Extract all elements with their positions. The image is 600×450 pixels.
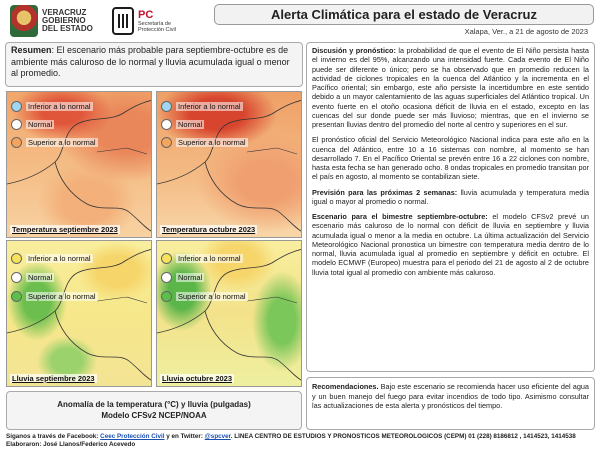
- footer-credits: Elaboraron: José Llanos/Federico Acevedo: [6, 441, 136, 448]
- map-rain-september: [6, 240, 152, 387]
- page-title: Alerta Climática para el estado de Veracruz: [214, 4, 594, 25]
- map-label: Lluvia septiembre 2023: [12, 374, 95, 383]
- maps-caption: [6, 391, 302, 430]
- facebook-link[interactable]: Ceec Protección Civil: [100, 433, 165, 440]
- resumen-label: Resumen: [11, 45, 52, 55]
- legend-item: Superior a lo normal: [161, 134, 248, 151]
- legend-swatch: [11, 253, 22, 264]
- map-rain-october: [156, 240, 302, 387]
- pc-logo-letters: PC: [138, 8, 154, 21]
- map-temperature-october: [156, 91, 302, 238]
- legend-item: Normal: [161, 116, 248, 133]
- map-label: Temperatura octubre 2023: [162, 225, 256, 234]
- legend-item: Inferior a lo normal: [11, 249, 98, 267]
- legend-swatch: [11, 291, 22, 302]
- legend-swatch: [161, 291, 172, 302]
- legend-swatch: [11, 119, 22, 130]
- legend-swatch: [11, 101, 22, 112]
- map-legend: [11, 249, 98, 306]
- twitter-link[interactable]: @spcver: [204, 433, 231, 440]
- legend-item: Superior a lo normal: [11, 287, 98, 305]
- footer-line-1: Síganos a través de Facebook: Ceec Protección Civil y en Twitter: @spcver. LÍNEA CENTRO DE ESTUDIOS Y PRONÓSTICOS METEOROLÓGICOS (CEPM) 01 (228) 8186812 , 1414523, 1414538: [6, 433, 576, 440]
- legend-swatch: [161, 119, 172, 130]
- map-legend: [161, 98, 248, 152]
- legend-item: Normal: [161, 268, 248, 286]
- resumen-text: : El escenario más probable para septiembre-octubre es de ambiente más caluroso de lo normal y lluvia acumulada igual o menor al promedio.: [11, 45, 290, 78]
- footer: [6, 433, 596, 449]
- discussion-paragraph: Discusión y pronóstico: la probabilidad de que el evento de El Niño persista hasta el invierno es del 95%, alcanzando una intensidad fuerte. Cada evento de El Niño puede ser diferente o único; pero se ha observado que en promedio reducen la actividad de ciclones tropicales en la cuenca del Atlántico y la incrementa en el Pacífico oriental; sin embargo, este año persiste la incertidumbre en este sentido debido a un mayor calentamiento de las aguas superficiales del Atlántico tropical. Un evento fuerte en el otoño ocasiona déficit de lluvia en el estado, excepto en las cuencas del sur donde puede ser más lluvioso; mientras, que en el invierno se presentan lluvias dentro del promedio del norte al centro y superiores en el sur.: [312, 46, 589, 129]
- scenario-paragraph: Escenario para el bimestre septiembre-octubre: el modelo CFSv2 prevé un escenario más caluroso de lo normal con déficit de lluvia en septiembre y lluvia acumulada igual o menor a la media en octubre. La última actualización del Servicio Meteorológico Nacional pronostica un bimestre con temperatura media dentro de lo normal, lluvia acumulada igual al promedio en septiembre y déficit en octubre. El modelo ECMWF (Europeo) muestra para el periodo del 21 de agosto al 2 de octubre lluvia total igual al promedio con ambiente más caluroso.: [312, 212, 589, 277]
- recommendations-box: [306, 377, 595, 430]
- proteccion-civil-logo: PC Secretaría de Protección Civil: [112, 4, 176, 38]
- legend-swatch: [161, 272, 172, 283]
- recommendations-text: Bajo este escenario se recomienda hacer uso eficiente del agua y un buen manejo del fuego para evitar incendios de todo tipo. Asimismo consultar las actualizaciones de esta alerta y pronósticos del tiempo.: [312, 382, 589, 410]
- two-week-paragraph: Previsión para las próximas 2 semanas: lluvia acumulada y temperatura media igual o mayor al promedio o normal.: [312, 187, 590, 206]
- proteccion-civil-icon: [112, 7, 134, 35]
- legend-item: Superior a lo normal: [161, 287, 248, 305]
- discussion-box: [306, 42, 595, 372]
- map-label: Lluvia octubre 2023: [162, 374, 233, 383]
- legend-swatch: [161, 101, 172, 112]
- caption-line-1: Anomalía de la temperatura (°C) y lluvia (pulgadas): [57, 400, 251, 409]
- recommendations-label: Recomendaciones.: [312, 382, 379, 391]
- dateline: Xalapa, Ver., a 21 de agosto de 2023: [464, 27, 588, 36]
- legend-item: Inferior a lo normal: [11, 98, 98, 115]
- legend-item: Superior a lo normal: [11, 134, 98, 151]
- caption-line-2: Modelo CFSv2 NCEP/NOAA: [101, 411, 207, 420]
- legend-swatch: [161, 137, 172, 148]
- veracruz-seal-icon: [10, 5, 38, 37]
- map-label: Temperatura septiembre 2023: [12, 225, 118, 234]
- map-legend: [161, 249, 248, 306]
- legend-item: Inferior a lo normal: [161, 249, 248, 267]
- forecast-paragraph: El pronóstico oficial del Servicio Meteorológico Nacional indica para este año en la cuenca del Atlántico, entre 10 a 16 sistemas con nombre, al momento se han desarrollado 7. En el Pacífico Oriental se prevén entre 16 a 22 ciclones con nombre, hasta esta fecha se han generado ocho. 8 ondas tropicales en promedio transitan por el país en agosto, al momento se contabilizan siete.: [312, 135, 589, 182]
- legend-item: Normal: [11, 268, 98, 286]
- veracruz-logo: [10, 4, 93, 38]
- resumen-box: [5, 42, 303, 87]
- legend-swatch: [161, 253, 172, 264]
- veracruz-logo-text: VERACRUZ GOBIERNO DEL ESTADO: [42, 8, 93, 33]
- legend-swatch: [11, 137, 22, 148]
- legend-item: Normal: [11, 116, 98, 133]
- legend-item: Inferior a lo normal: [161, 98, 248, 115]
- legend-swatch: [11, 272, 22, 283]
- map-temperature-september: [6, 91, 152, 238]
- map-legend: [11, 98, 98, 152]
